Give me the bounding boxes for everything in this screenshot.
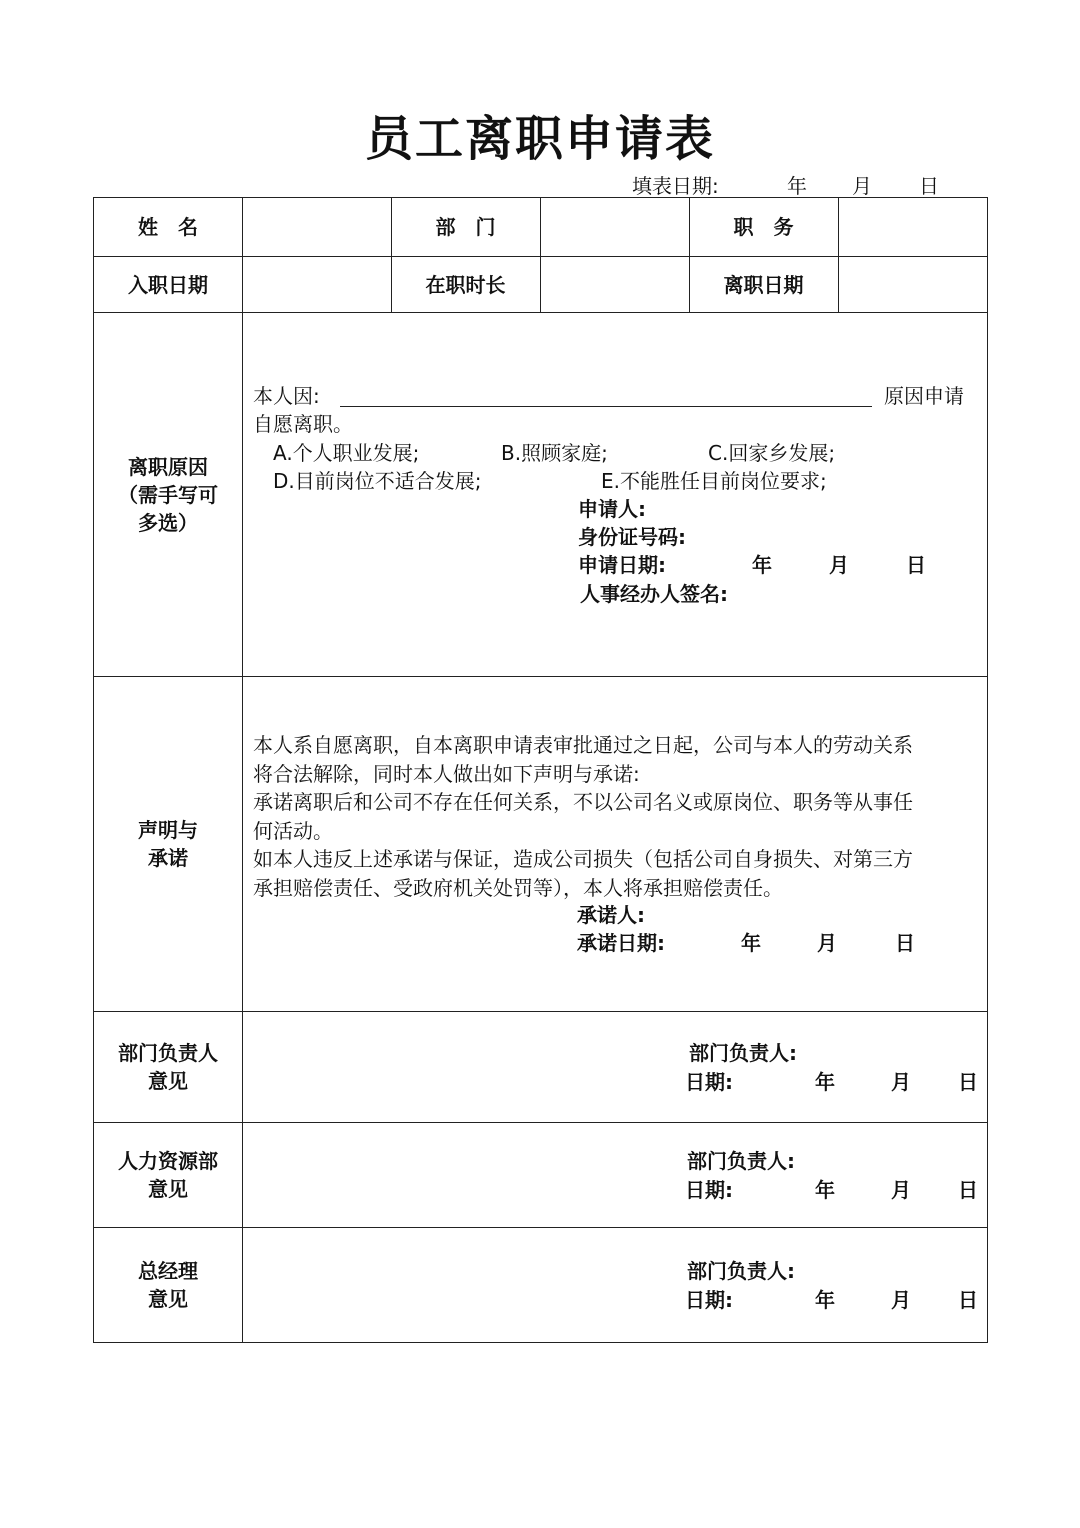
hr-signature-label: 人事经办人签名: (580, 582, 728, 606)
statement-line: 承诺离职后和公司不存在任何关系，不以公司名义或原岗位、职务等从事任 (253, 790, 913, 814)
dept-head-month: 月 (891, 1070, 911, 1094)
resignation-form-table (93, 197, 988, 1343)
tenure-field[interactable] (541, 257, 689, 312)
fill-date-day: 日 (919, 174, 939, 198)
statement-line: 将合法解除，同时本人做出如下声明与承诺: (253, 762, 640, 786)
option-d[interactable]: D.目前岗位不适合发展; (273, 469, 482, 493)
hr-signer: 部门负责人: (687, 1149, 795, 1173)
reason-label-line: （需手写可 (118, 482, 218, 507)
gm-day: 日 (958, 1288, 978, 1312)
hr-day: 日 (958, 1178, 978, 1202)
leave-date-label: 离职日期 (723, 272, 804, 297)
column-divider (242, 198, 243, 1342)
option-a[interactable]: A.个人职业发展; (273, 441, 420, 465)
statement-label-line: 承诺 (148, 846, 188, 870)
gm-date-label: 日期: (685, 1288, 733, 1312)
fill-date-year: 年 (787, 174, 807, 198)
approval-label-line: 人力资源部 (118, 1149, 218, 1173)
reason-label-line: 多选） (138, 510, 198, 535)
apply-date-year: 年 (752, 553, 772, 577)
applicant-label: 申请人: (578, 497, 646, 521)
apply-date-label: 申请日期: (578, 553, 666, 577)
statement-line: 何活动。 (253, 819, 333, 843)
dept-head-signer: 部门负责人: (689, 1041, 797, 1065)
hr-opinion-label (94, 1123, 242, 1227)
tenure-label: 在职时长 (425, 272, 506, 297)
reason-line2: 自愿离职。 (253, 412, 353, 436)
hr-month: 月 (891, 1178, 911, 1202)
promise-date-month: 月 (817, 931, 837, 955)
hire-date-field[interactable] (243, 257, 391, 312)
gm-opinion-label (94, 1228, 242, 1342)
gm-month: 月 (891, 1288, 911, 1312)
statement-line: 如本人违反上述承诺与保证，造成公司损失（包括公司自身损失、对第三方 (253, 847, 913, 871)
leave-date-field[interactable] (839, 257, 987, 312)
promise-date-label: 承诺日期: (577, 931, 665, 955)
option-c[interactable]: C.回家乡发展; (708, 441, 836, 465)
statement-line: 承担赔偿责任、受政府机关处罚等），本人将承担赔偿责任。 (253, 876, 783, 900)
promise-date-year: 年 (741, 931, 761, 955)
approval-label-line: 部门负责人 (118, 1041, 218, 1065)
approval-label-line: 意见 (148, 1287, 188, 1311)
apply-date-month: 月 (829, 553, 849, 577)
form-title: 员工离职申请表 (364, 111, 715, 167)
id-number-label: 身份证号码: (578, 525, 686, 549)
dept-head-opinion-label (94, 1012, 242, 1122)
option-b[interactable]: B.照顾家庭; (501, 441, 608, 465)
reason-prefix: 本人因: (253, 384, 320, 408)
position-field[interactable] (839, 198, 987, 256)
position-label: 职 务 (733, 215, 794, 239)
name-field[interactable] (243, 198, 391, 256)
approval-label-line: 意见 (148, 1069, 188, 1093)
option-e[interactable]: E.不能胜任目前岗位要求; (601, 469, 827, 493)
fill-date-line (632, 168, 952, 198)
hr-date-label: 日期: (685, 1178, 733, 1202)
fill-date-label: 填表日期: (632, 174, 719, 198)
dept-head-day: 日 (958, 1070, 978, 1094)
statement-label (94, 677, 242, 1011)
dept-head-date-label: 日期: (685, 1070, 733, 1094)
reason-suffix: 原因申请 (884, 384, 964, 408)
fill-date-month: 月 (852, 174, 872, 198)
approval-label-line: 意见 (148, 1177, 188, 1201)
apply-date-day: 日 (906, 553, 926, 577)
department-label: 部 门 (435, 215, 496, 239)
dept-head-year: 年 (815, 1070, 835, 1094)
hr-year: 年 (815, 1178, 835, 1202)
hire-date-label: 入职日期 (128, 272, 208, 297)
approval-label-line: 总经理 (138, 1259, 198, 1283)
reason-blank-line[interactable] (340, 406, 872, 407)
promisor-label: 承诺人: (577, 903, 645, 927)
gm-signer: 部门负责人: (687, 1259, 795, 1283)
gm-year: 年 (815, 1288, 835, 1312)
promise-date-day: 日 (895, 931, 915, 955)
statement-label-line: 声明与 (138, 818, 198, 842)
statement-line: 本人系自愿离职，自本离职申请表审批通过之日起，公司与本人的劳动关系 (253, 733, 913, 757)
reason-label (94, 313, 242, 676)
name-label: 姓 名 (138, 215, 198, 239)
department-field[interactable] (541, 198, 689, 256)
reason-label-line: 离职原因 (128, 454, 208, 479)
